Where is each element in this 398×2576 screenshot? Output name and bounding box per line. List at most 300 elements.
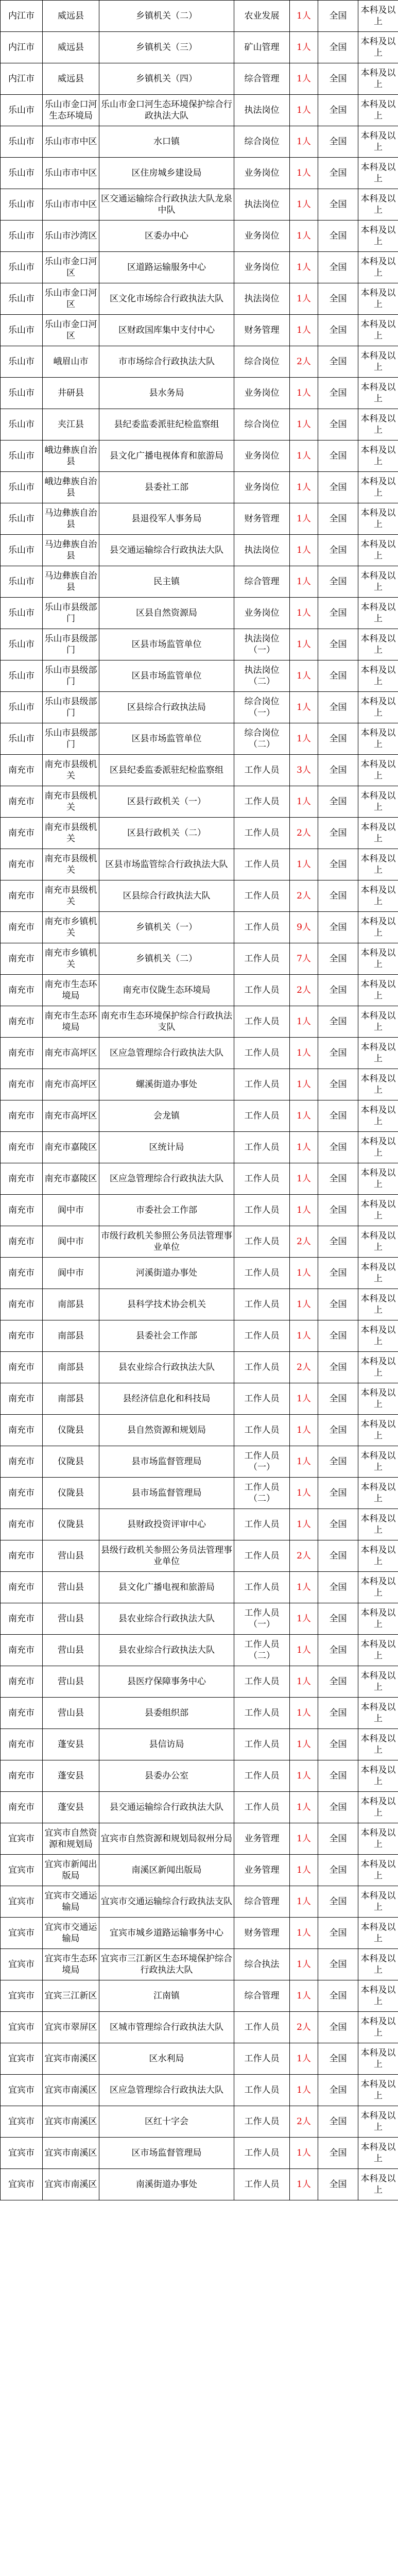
headcount-cell: 1人 xyxy=(290,1509,318,1540)
unit-cell: 南充市县级机关 xyxy=(43,849,99,880)
department-cell: 县农业综合行政执法大队 xyxy=(99,1352,234,1383)
unit-cell: 南部县 xyxy=(43,1320,99,1352)
unit-cell: 威远县 xyxy=(43,1,99,32)
scope-cell: 全国 xyxy=(318,1289,358,1320)
scope-cell: 全国 xyxy=(318,786,358,818)
scope-cell: 全国 xyxy=(318,1886,358,1918)
headcount-cell: 1人 xyxy=(290,692,318,723)
headcount-cell: 1人 xyxy=(290,2138,318,2169)
city-cell: 南充市 xyxy=(1,943,43,975)
education-cell: 本科及以上 xyxy=(358,1100,398,1132)
unit-cell: 峨边彝族自治县 xyxy=(43,472,99,503)
unit-cell: 宜宾市南溪区 xyxy=(43,2138,99,2169)
scope-cell: 全国 xyxy=(318,1226,358,1258)
department-cell: 区委办中心 xyxy=(99,221,234,252)
department-cell: 螺溪街道办事处 xyxy=(99,1069,234,1100)
position-cell: 综合岗位 xyxy=(234,126,290,158)
headcount-cell: 2人 xyxy=(290,880,318,912)
department-cell: 县退役军人事务局 xyxy=(99,503,234,535)
position-cell: 业务岗位 xyxy=(234,221,290,252)
education-cell: 本科及以上 xyxy=(358,1729,398,1760)
scope-cell: 全国 xyxy=(318,1572,358,1603)
department-cell: 市委社会工作部 xyxy=(99,1195,234,1226)
position-cell: 执法岗位 xyxy=(234,283,290,315)
position-cell: 工作人员 xyxy=(234,755,290,786)
position-cell: 工作人员 xyxy=(234,1006,290,1038)
city-cell: 内江市 xyxy=(1,63,43,95)
scope-cell: 全国 xyxy=(318,2106,358,2138)
education-cell: 本科及以上 xyxy=(358,786,398,818)
education-cell: 本科及以上 xyxy=(358,1698,398,1729)
education-cell: 本科及以上 xyxy=(358,1792,398,1823)
education-cell: 本科及以上 xyxy=(358,189,398,221)
education-cell: 本科及以上 xyxy=(358,409,398,440)
headcount-cell: 1人 xyxy=(290,1760,318,1792)
education-cell: 本科及以上 xyxy=(358,1289,398,1320)
department-cell: 宜宾市三江新区生态环境保护综合行政执法大队 xyxy=(99,1949,234,1980)
scope-cell: 全国 xyxy=(318,912,358,943)
scope-cell: 全国 xyxy=(318,1195,358,1226)
city-cell: 南充市 xyxy=(1,1320,43,1352)
position-cell: 工作人员 xyxy=(234,880,290,912)
city-cell: 南充市 xyxy=(1,1163,43,1195)
education-cell: 本科及以上 xyxy=(358,1195,398,1226)
department-cell: 区城市管理综合行政执法大队 xyxy=(99,2012,234,2043)
unit-cell: 宜宾市南溪区 xyxy=(43,2169,99,2200)
education-cell: 本科及以上 xyxy=(358,880,398,912)
table-row xyxy=(1,472,398,503)
unit-cell: 蓬安县 xyxy=(43,1729,99,1760)
table-row xyxy=(1,1823,398,1855)
scope-cell: 全国 xyxy=(318,409,358,440)
education-cell: 本科及以上 xyxy=(358,1855,398,1886)
department-cell: 区应急管理综合行政执法大队 xyxy=(99,2075,234,2106)
table-row xyxy=(1,1069,398,1100)
table-row xyxy=(1,1163,398,1195)
position-cell: 综合岗位 xyxy=(234,346,290,378)
education-cell: 本科及以上 xyxy=(358,755,398,786)
scope-cell: 全国 xyxy=(318,1352,358,1383)
table-row xyxy=(1,1918,398,1949)
scope-cell: 全国 xyxy=(318,1100,358,1132)
headcount-cell: 1人 xyxy=(290,1572,318,1603)
scope-cell: 全国 xyxy=(318,1132,358,1163)
department-cell: 乡镇机关（三） xyxy=(99,32,234,63)
scope-cell: 全国 xyxy=(318,1949,358,1980)
position-cell: 工作人员 xyxy=(234,1666,290,1698)
unit-cell: 乐山市沙湾区 xyxy=(43,221,99,252)
headcount-cell: 1人 xyxy=(290,1289,318,1320)
city-cell: 乐山市 xyxy=(1,692,43,723)
table-row xyxy=(1,692,398,723)
position-cell: 执法岗位（二） xyxy=(234,660,290,692)
unit-cell: 宜宾市生态环境局 xyxy=(43,1949,99,1980)
headcount-cell: 1人 xyxy=(290,2043,318,2075)
headcount-cell: 2人 xyxy=(290,818,318,849)
table-row xyxy=(1,1855,398,1886)
table-row xyxy=(1,1478,398,1509)
position-cell: 工作人员 xyxy=(234,1415,290,1446)
scope-cell: 全国 xyxy=(318,1509,358,1540)
positions-table-body xyxy=(1,1,398,2200)
position-cell: 工作人员 xyxy=(234,1195,290,1226)
department-cell: 区财政国库集中支付中心 xyxy=(99,315,234,346)
education-cell: 本科及以上 xyxy=(358,440,398,472)
city-cell: 乐山市 xyxy=(1,221,43,252)
headcount-cell: 1人 xyxy=(290,189,318,221)
unit-cell: 营山县 xyxy=(43,1603,99,1635)
unit-cell: 宜宾市翠屏区 xyxy=(43,2012,99,2043)
city-cell: 南充市 xyxy=(1,1415,43,1446)
headcount-cell: 1人 xyxy=(290,378,318,409)
scope-cell: 全国 xyxy=(318,975,358,1006)
unit-cell: 峨边彝族自治县 xyxy=(43,440,99,472)
headcount-cell: 1人 xyxy=(290,1006,318,1038)
table-row xyxy=(1,535,398,566)
unit-cell: 乐山市金口河区 xyxy=(43,283,99,315)
city-cell: 乐山市 xyxy=(1,503,43,535)
headcount-cell: 3人 xyxy=(290,755,318,786)
city-cell: 乐山市 xyxy=(1,409,43,440)
city-cell: 乐山市 xyxy=(1,189,43,221)
table-row xyxy=(1,252,398,283)
education-cell: 本科及以上 xyxy=(358,503,398,535)
position-cell: 工作人员 xyxy=(234,2169,290,2200)
department-cell: 区文化市场综合行政执法大队 xyxy=(99,283,234,315)
department-cell: 乡镇机关（四） xyxy=(99,63,234,95)
department-cell: 区应急管理综合行政执法大队 xyxy=(99,1163,234,1195)
table-row xyxy=(1,2075,398,2106)
department-cell: 县级行政机关参照公务员法管理事业单位 xyxy=(99,1540,234,1572)
position-cell: 财务管理 xyxy=(234,315,290,346)
scope-cell: 全国 xyxy=(318,1258,358,1289)
table-row xyxy=(1,1195,398,1226)
education-cell: 本科及以上 xyxy=(358,1446,398,1478)
unit-cell: 南充市县级机关 xyxy=(43,755,99,786)
education-cell: 本科及以上 xyxy=(358,660,398,692)
scope-cell: 全国 xyxy=(318,880,358,912)
scope-cell: 全国 xyxy=(318,660,358,692)
city-cell: 南充市 xyxy=(1,1698,43,1729)
education-cell: 本科及以上 xyxy=(358,692,398,723)
table-row xyxy=(1,1509,398,1540)
city-cell: 南充市 xyxy=(1,1383,43,1415)
city-cell: 南充市 xyxy=(1,1509,43,1540)
scope-cell: 全国 xyxy=(318,440,358,472)
table-row xyxy=(1,1038,398,1069)
department-cell: 区县自然资源局 xyxy=(99,598,234,629)
unit-cell: 南充市高坪区 xyxy=(43,1069,99,1100)
scope-cell: 全国 xyxy=(318,346,358,378)
table-row xyxy=(1,1603,398,1635)
city-cell: 乐山市 xyxy=(1,378,43,409)
table-row xyxy=(1,1,398,32)
headcount-cell: 1人 xyxy=(290,252,318,283)
scope-cell: 全国 xyxy=(318,1038,358,1069)
scope-cell: 全国 xyxy=(318,2169,358,2200)
city-cell: 南充市 xyxy=(1,786,43,818)
education-cell: 本科及以上 xyxy=(358,1006,398,1038)
unit-cell: 南充市嘉陵区 xyxy=(43,1163,99,1195)
department-cell: 会龙镇 xyxy=(99,1100,234,1132)
table-row xyxy=(1,660,398,692)
city-cell: 乐山市 xyxy=(1,346,43,378)
headcount-cell: 1人 xyxy=(290,1478,318,1509)
city-cell: 乐山市 xyxy=(1,535,43,566)
table-row xyxy=(1,1729,398,1760)
position-cell: 综合岗位 xyxy=(234,409,290,440)
headcount-cell: 1人 xyxy=(290,1980,318,2012)
scope-cell: 全国 xyxy=(318,566,358,598)
city-cell: 南充市 xyxy=(1,880,43,912)
scope-cell: 全国 xyxy=(318,1666,358,1698)
unit-cell: 营山县 xyxy=(43,1540,99,1572)
unit-cell: 宜宾市交通运输局 xyxy=(43,1918,99,1949)
scope-cell: 全国 xyxy=(318,1760,358,1792)
table-row xyxy=(1,2106,398,2138)
position-cell: 工作人员 xyxy=(234,975,290,1006)
table-row xyxy=(1,440,398,472)
headcount-cell: 1人 xyxy=(290,786,318,818)
city-cell: 宜宾市 xyxy=(1,1949,43,1980)
city-cell: 乐山市 xyxy=(1,723,43,755)
headcount-cell: 1人 xyxy=(290,126,318,158)
headcount-cell: 1人 xyxy=(290,1415,318,1446)
department-cell: 县科学技术协会机关 xyxy=(99,1289,234,1320)
unit-cell: 南充市生态环境局 xyxy=(43,975,99,1006)
unit-cell: 南充市县级机关 xyxy=(43,880,99,912)
city-cell: 南充市 xyxy=(1,1132,43,1163)
headcount-cell: 1人 xyxy=(290,2169,318,2200)
table-row xyxy=(1,378,398,409)
city-cell: 南充市 xyxy=(1,912,43,943)
position-cell: 工作人员 xyxy=(234,1792,290,1823)
headcount-cell: 1人 xyxy=(290,1918,318,1949)
department-cell: 县委社工部 xyxy=(99,472,234,503)
department-cell: 县文化广播电视和旅游局 xyxy=(99,1572,234,1603)
position-cell: 执法岗位（一） xyxy=(234,629,290,660)
headcount-cell: 1人 xyxy=(290,1446,318,1478)
education-cell: 本科及以上 xyxy=(358,535,398,566)
unit-cell: 马边彝族自治县 xyxy=(43,503,99,535)
education-cell: 本科及以上 xyxy=(358,1540,398,1572)
unit-cell: 夹江县 xyxy=(43,409,99,440)
unit-cell: 乐山市市中区 xyxy=(43,126,99,158)
headcount-cell: 1人 xyxy=(290,158,318,189)
scope-cell: 全国 xyxy=(318,1,358,32)
position-cell: 工作人员（一） xyxy=(234,1446,290,1478)
headcount-cell: 1人 xyxy=(290,849,318,880)
table-row xyxy=(1,2012,398,2043)
scope-cell: 全国 xyxy=(318,1383,358,1415)
unit-cell: 乐山市县级部门 xyxy=(43,629,99,660)
position-cell: 工作人员 xyxy=(234,1289,290,1320)
department-cell: 南充市生态环境保护综合行政执法支队 xyxy=(99,1006,234,1038)
headcount-cell: 1人 xyxy=(290,1666,318,1698)
position-cell: 工作人员 xyxy=(234,1540,290,1572)
unit-cell: 乐山市市中区 xyxy=(43,189,99,221)
city-cell: 宜宾市 xyxy=(1,1980,43,2012)
headcount-cell: 1人 xyxy=(290,1949,318,1980)
headcount-cell: 1人 xyxy=(290,629,318,660)
city-cell: 南充市 xyxy=(1,1666,43,1698)
unit-cell: 仪陇县 xyxy=(43,1478,99,1509)
unit-cell: 南充市高坪区 xyxy=(43,1100,99,1132)
unit-cell: 营山县 xyxy=(43,1698,99,1729)
education-cell: 本科及以上 xyxy=(358,32,398,63)
table-row xyxy=(1,629,398,660)
position-cell: 工作人员 xyxy=(234,849,290,880)
position-cell: 执法岗位 xyxy=(234,189,290,221)
city-cell: 乐山市 xyxy=(1,283,43,315)
department-cell: 区统计局 xyxy=(99,1132,234,1163)
department-cell: 区县行政机关（一） xyxy=(99,786,234,818)
education-cell: 本科及以上 xyxy=(358,1823,398,1855)
unit-cell: 乐山市县级部门 xyxy=(43,723,99,755)
scope-cell: 全国 xyxy=(318,849,358,880)
education-cell: 本科及以上 xyxy=(358,1038,398,1069)
unit-cell: 南充市县级机关 xyxy=(43,786,99,818)
scope-cell: 全国 xyxy=(318,2075,358,2106)
scope-cell: 全国 xyxy=(318,598,358,629)
education-cell: 本科及以上 xyxy=(358,95,398,126)
city-cell: 宜宾市 xyxy=(1,2012,43,2043)
education-cell: 本科及以上 xyxy=(358,1760,398,1792)
headcount-cell: 1人 xyxy=(290,1823,318,1855)
city-cell: 乐山市 xyxy=(1,598,43,629)
education-cell: 本科及以上 xyxy=(358,1383,398,1415)
table-row xyxy=(1,1320,398,1352)
city-cell: 宜宾市 xyxy=(1,2043,43,2075)
position-cell: 工作人员 xyxy=(234,2138,290,2169)
table-row xyxy=(1,1383,398,1415)
unit-cell: 蓬安县 xyxy=(43,1792,99,1823)
unit-cell: 乐山市金口河区 xyxy=(43,315,99,346)
education-cell: 本科及以上 xyxy=(358,1320,398,1352)
education-cell: 本科及以上 xyxy=(358,1415,398,1446)
education-cell: 本科及以上 xyxy=(358,723,398,755)
position-cell: 工作人员 xyxy=(234,1226,290,1258)
department-cell: 市市场综合行政执法大队 xyxy=(99,346,234,378)
position-cell: 工作人员（二） xyxy=(234,1478,290,1509)
table-row xyxy=(1,1100,398,1132)
unit-cell: 宜宾市交通运输局 xyxy=(43,1886,99,1918)
position-cell: 执法岗位 xyxy=(234,535,290,566)
headcount-cell: 1人 xyxy=(290,63,318,95)
table-row xyxy=(1,221,398,252)
headcount-cell: 2人 xyxy=(290,346,318,378)
department-cell: 乡镇机关（二） xyxy=(99,943,234,975)
city-cell: 内江市 xyxy=(1,1,43,32)
unit-cell: 南部县 xyxy=(43,1352,99,1383)
department-cell: 宜宾市城乡道路运输事务中心 xyxy=(99,1918,234,1949)
headcount-cell: 1人 xyxy=(290,1635,318,1666)
city-cell: 宜宾市 xyxy=(1,2138,43,2169)
unit-cell: 宜宾三江新区 xyxy=(43,1980,99,2012)
table-row xyxy=(1,1572,398,1603)
education-cell: 本科及以上 xyxy=(358,1980,398,2012)
position-cell: 工作人员 xyxy=(234,943,290,975)
unit-cell: 威远县 xyxy=(43,63,99,95)
department-cell: 区市场监督管理局 xyxy=(99,2138,234,2169)
education-cell: 本科及以上 xyxy=(358,378,398,409)
position-cell: 工作人员 xyxy=(234,2012,290,2043)
city-cell: 南充市 xyxy=(1,1195,43,1226)
city-cell: 乐山市 xyxy=(1,566,43,598)
table-row xyxy=(1,32,398,63)
department-cell: 县经济信息化和科技局 xyxy=(99,1383,234,1415)
unit-cell: 乐山市金口河区 xyxy=(43,252,99,283)
table-row xyxy=(1,126,398,158)
department-cell: 县市场监督管理局 xyxy=(99,1478,234,1509)
headcount-cell: 1人 xyxy=(290,95,318,126)
position-cell: 业务管理 xyxy=(234,1855,290,1886)
city-cell: 乐山市 xyxy=(1,126,43,158)
department-cell: 区水利局 xyxy=(99,2043,234,2075)
table-row xyxy=(1,158,398,189)
position-cell: 工作人员 xyxy=(234,1698,290,1729)
unit-cell: 南部县 xyxy=(43,1383,99,1415)
table-row xyxy=(1,63,398,95)
unit-cell: 宜宾市南溪区 xyxy=(43,2106,99,2138)
education-cell: 本科及以上 xyxy=(358,1918,398,1949)
table-row xyxy=(1,1446,398,1478)
table-row xyxy=(1,1258,398,1289)
scope-cell: 全国 xyxy=(318,1603,358,1635)
education-cell: 本科及以上 xyxy=(358,2106,398,2138)
education-cell: 本科及以上 xyxy=(358,283,398,315)
unit-cell: 峨眉山市 xyxy=(43,346,99,378)
city-cell: 宜宾市 xyxy=(1,1886,43,1918)
position-cell: 工作人员 xyxy=(234,1069,290,1100)
position-cell: 工作人员 xyxy=(234,1258,290,1289)
position-cell: 工作人员（一） xyxy=(234,1603,290,1635)
city-cell: 内江市 xyxy=(1,32,43,63)
position-cell: 综合管理 xyxy=(234,1886,290,1918)
headcount-cell: 1人 xyxy=(290,660,318,692)
department-cell: 江南镇 xyxy=(99,1980,234,2012)
unit-cell: 宜宾市南溪区 xyxy=(43,2075,99,2106)
education-cell: 本科及以上 xyxy=(358,1603,398,1635)
table-row xyxy=(1,1792,398,1823)
scope-cell: 全国 xyxy=(318,1729,358,1760)
scope-cell: 全国 xyxy=(318,1698,358,1729)
position-cell: 工作人员（二） xyxy=(234,1635,290,1666)
table-row xyxy=(1,566,398,598)
unit-cell: 宜宾市新闻出版局 xyxy=(43,1855,99,1886)
education-cell: 本科及以上 xyxy=(358,943,398,975)
education-cell: 本科及以上 xyxy=(358,1,398,32)
table-row xyxy=(1,880,398,912)
headcount-cell: 1人 xyxy=(290,1069,318,1100)
education-cell: 本科及以上 xyxy=(358,126,398,158)
headcount-cell: 1人 xyxy=(290,1729,318,1760)
headcount-cell: 1人 xyxy=(290,1100,318,1132)
department-cell: 水口镇 xyxy=(99,126,234,158)
city-cell: 乐山市 xyxy=(1,252,43,283)
education-cell: 本科及以上 xyxy=(358,346,398,378)
department-cell: 区县纪委监委派驻纪检监察组 xyxy=(99,755,234,786)
table-row xyxy=(1,723,398,755)
position-cell: 执法岗位 xyxy=(234,95,290,126)
headcount-cell: 1人 xyxy=(290,1320,318,1352)
scope-cell: 全国 xyxy=(318,32,358,63)
department-cell: 南溪街道办事处 xyxy=(99,2169,234,2200)
education-cell: 本科及以上 xyxy=(358,1572,398,1603)
department-cell: 乡镇机关（一） xyxy=(99,912,234,943)
headcount-cell: 1人 xyxy=(290,2075,318,2106)
table-row xyxy=(1,95,398,126)
